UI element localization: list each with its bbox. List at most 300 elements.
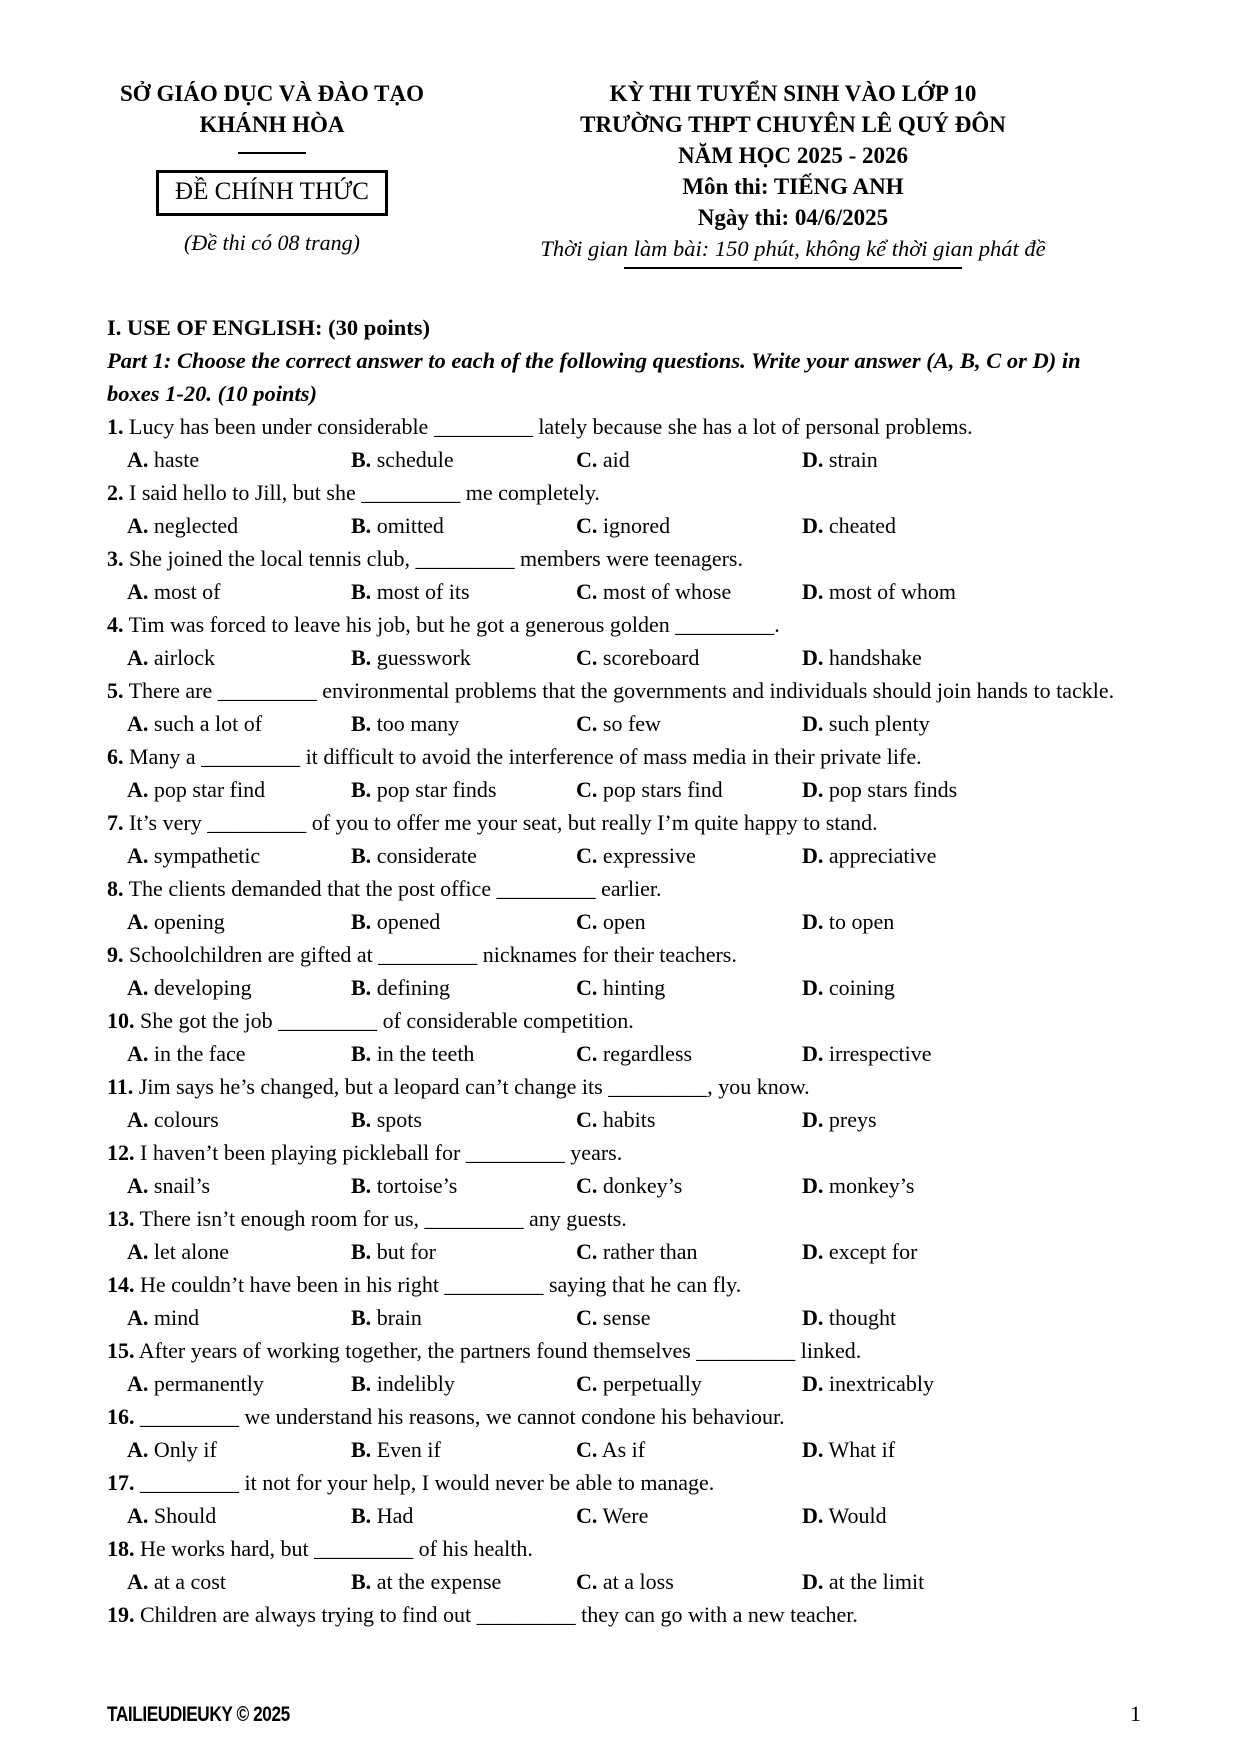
option-c-letter: C. [576,843,598,868]
option-d-text: most of whom [828,579,957,604]
exam-date-line: Ngày thi: 04/6/2025 [697,205,889,230]
option-d-letter: D. [802,579,824,604]
question-item [107,1466,1135,1532]
option-c-letter: C. [576,1503,598,1528]
option-b-letter: B. [351,1305,372,1330]
option-c-letter: C. [576,975,598,1000]
question-item [107,1334,1135,1400]
option-b-text: but for [376,1239,436,1264]
option-b [351,1235,576,1268]
option-d-letter: D. [802,975,824,1000]
page-header [107,78,1135,269]
option-c [576,1565,802,1598]
option-b-letter: B. [351,513,372,538]
option-a-letter: A. [127,1437,149,1462]
question-number: 5. [107,678,124,703]
question-number: 14. [107,1272,135,1297]
option-b-letter: B. [351,1173,372,1198]
option-a [127,509,351,542]
option-a-text: neglected [153,513,239,538]
question-text: Children are always trying to find out _________ they can go with a new teacher. [140,1602,858,1627]
option-b-text: schedule [376,447,454,472]
option-d [802,1565,1135,1598]
option-b-letter: B. [351,579,372,604]
option-b-letter: B. [351,1041,372,1066]
option-b-text: defining [376,975,451,1000]
option-c-text: at a loss [602,1569,674,1594]
option-c-letter: C. [576,513,598,538]
option-a-letter: A. [127,1371,149,1396]
option-c [576,707,802,740]
option-c-letter: C. [576,1173,598,1198]
option-c-text: ignored [602,513,671,538]
option-c-text: As if [601,1437,646,1462]
option-d-letter: D. [802,843,824,868]
option-a-letter: A. [127,711,149,736]
option-d-text: irrespective [828,1041,932,1066]
option-b [351,509,576,542]
question-text: There isn’t enough room for us, _________ any guests. [139,1206,627,1231]
question-text: Many a _________ it difficult to avoid the interference of mass media in their private life. [129,744,922,769]
option-c-letter: C. [576,447,598,472]
option-a-letter: A. [127,1173,149,1198]
option-a [127,1103,351,1136]
option-a-text: Only if [153,1437,217,1462]
exam-title-line1: KỲ THI TUYỂN SINH VÀO LỚP 10 [609,81,977,106]
option-a-text: developing [153,975,252,1000]
option-a-text: haste [153,447,200,472]
option-c-text: rather than [602,1239,698,1264]
option-c-letter: C. [576,1569,598,1594]
option-c-letter: C. [576,1437,598,1462]
options-row [107,1367,1135,1400]
option-b [351,1037,576,1070]
option-d [802,839,1135,872]
option-d [802,575,1135,608]
option-c-letter: C. [576,1107,598,1132]
option-a-letter: A. [127,645,149,670]
option-b-letter: B. [351,1569,372,1594]
question-number: 6. [107,744,124,769]
options-row [107,707,1135,740]
question-text: Schoolchildren are gifted at _________ nicknames for their teachers. [129,942,737,967]
option-b [351,707,576,740]
question-text: Tim was forced to leave his job, but he got a generous golden _________. [128,612,780,637]
option-d-text: What if [828,1437,896,1462]
question-number: 18. [107,1536,135,1561]
option-a-letter: A. [127,1041,149,1066]
question-number: 3. [107,546,124,571]
option-d-text: cheated [828,513,897,538]
option-a-text: let alone [153,1239,230,1264]
option-b [351,1565,576,1598]
option-a-letter: A. [127,1239,149,1264]
options-row [107,509,1135,542]
options-row [107,905,1135,938]
option-b-text: indelibly [376,1371,455,1396]
option-b-letter: B. [351,909,372,934]
option-a [127,773,351,806]
option-a [127,1169,351,1202]
option-b-text: too many [376,711,460,736]
option-c [576,443,802,476]
question-number: 12. [107,1140,135,1165]
question-number: 8. [107,876,124,901]
option-a-text: airlock [153,645,215,670]
option-d [802,1037,1135,1070]
option-c-letter: C. [576,711,598,736]
question-text: The clients demanded that the post office _________ earlier. [128,876,662,901]
options-row [107,1499,1135,1532]
option-d [802,1433,1135,1466]
school-year-line: NĂM HỌC 2025 - 2026 [678,143,908,168]
option-c-letter: C. [576,579,598,604]
options-row [107,443,1135,476]
question-number: 11. [107,1074,134,1099]
question-text: He couldn’t have been in his right _________ saying that he can fly. [140,1272,742,1297]
option-c [576,905,802,938]
option-c-text: open [602,909,646,934]
option-c-text: most of whose [602,579,732,604]
time-allowance-note: Thời gian làm bài: 150 phút, không kể thời gian phát đề [540,236,1046,261]
exam-title-line2: TRƯỜNG THPT CHUYÊN LÊ QUÝ ĐÔN [580,112,1006,137]
question-item [107,608,1135,674]
option-c [576,1301,802,1334]
option-b-letter: B. [351,1503,372,1528]
option-b-letter: B. [351,711,372,736]
option-c-text: hinting [602,975,666,1000]
page-count-note: (Đề thi có 08 trang) [184,230,360,255]
question-number: 9. [107,942,124,967]
option-d [802,773,1135,806]
option-d-text: inextricably [828,1371,934,1396]
question-text: She joined the local tennis club, _________ members were teenagers. [129,546,743,571]
option-c [576,1169,802,1202]
option-d-letter: D. [802,1041,824,1066]
option-c-text: pop stars find [602,777,723,802]
option-c-text: regardless [602,1041,693,1066]
option-a-letter: A. [127,513,149,538]
option-d-letter: D. [802,1239,824,1264]
option-a [127,1499,351,1532]
option-c-text: habits [602,1107,656,1132]
option-c-text: perpetually [602,1371,702,1396]
option-d-letter: D. [802,645,824,670]
option-d-letter: D. [802,1569,824,1594]
subject-line: Môn thi: TIẾNG ANH [682,174,904,199]
option-d [802,443,1135,476]
option-d-letter: D. [802,711,824,736]
option-b [351,1367,576,1400]
org-name-line2: KHÁNH HÒA [199,112,345,137]
option-a-letter: A. [127,1569,149,1594]
option-a-text: mind [153,1305,200,1330]
option-d [802,1235,1135,1268]
option-b [351,1499,576,1532]
option-a [127,575,351,608]
option-c-letter: C. [576,1239,598,1264]
option-c [576,1367,802,1400]
option-a [127,1037,351,1070]
option-d [802,641,1135,674]
option-a [127,905,351,938]
option-c [576,1103,802,1136]
options-row [107,1235,1135,1268]
question-item [107,1400,1135,1466]
option-b [351,1169,576,1202]
option-d-text: appreciative [828,843,937,868]
question-number: 19. [107,1602,135,1627]
option-b-text: brain [376,1305,422,1330]
options-row [107,773,1135,806]
option-d-text: handshake [828,645,922,670]
option-b-text: in the teeth [376,1041,475,1066]
option-d [802,1301,1135,1334]
question-item [107,410,1135,476]
option-d-letter: D. [802,909,824,934]
option-b-letter: B. [351,1371,372,1396]
question-item [107,806,1135,872]
option-a-text: colours [153,1107,219,1132]
option-d [802,509,1135,542]
option-a [127,1433,351,1466]
option-d-letter: D. [802,447,824,472]
option-d-text: except for [828,1239,918,1264]
part1-instructions: Part 1: Choose the correct answer to each of the following questions. Write your answer (A, B, C or D) in boxes 1-20. (10 points) [107,348,1081,406]
question-text: Jim says he’s changed, but a leopard can’t change its _________, you know. [138,1074,810,1099]
options-row [107,839,1135,872]
option-a-text: sympathetic [153,843,261,868]
option-c [576,509,802,542]
option-d-text: at the limit [828,1569,925,1594]
page-number: 1 [1130,1701,1141,1726]
question-item [107,872,1135,938]
option-d-text: monkey’s [828,1173,915,1198]
option-a-letter: A. [127,1107,149,1132]
option-c-letter: C. [576,1371,598,1396]
questions-list [107,410,1135,1631]
question-item [107,1268,1135,1334]
option-c [576,575,802,608]
option-a [127,1367,351,1400]
option-b-text: considerate [376,843,477,868]
option-c-letter: C. [576,1305,598,1330]
option-b [351,1103,576,1136]
header-left-divider [238,152,306,154]
option-a [127,1235,351,1268]
question-number: 4. [107,612,124,637]
option-a-letter: A. [127,1503,149,1528]
options-row [107,1037,1135,1070]
options-row [107,1301,1135,1334]
option-c [576,1433,802,1466]
option-b-letter: B. [351,843,372,868]
option-d-text: strain [828,447,878,472]
option-a [127,1565,351,1598]
question-number: 13. [107,1206,135,1231]
question-number: 7. [107,810,124,835]
question-item [107,1136,1135,1202]
question-text: I said hello to Jill, but she _________ me completely. [129,480,600,505]
option-d-letter: D. [802,1305,824,1330]
option-d-text: preys [828,1107,877,1132]
option-d-text: coining [828,975,895,1000]
question-item [107,938,1135,1004]
section-title: I. USE OF ENGLISH: (30 points) [107,315,430,340]
option-b-text: at the expense [376,1569,502,1594]
option-b [351,575,576,608]
question-item [107,476,1135,542]
question-text: After years of working together, the partners found themselves _________ linked. [138,1338,862,1363]
option-d-letter: D. [802,777,824,802]
option-d-letter: D. [802,1371,824,1396]
option-c-text: scoreboard [602,645,700,670]
question-text: It’s very _________ of you to offer me your seat, but really I’m quite happy to stand. [129,810,878,835]
option-c-text: so few [602,711,661,736]
page-footer [107,1701,1141,1727]
option-a [127,707,351,740]
org-name-line1: SỞ GIÁO DỤC VÀ ĐÀO TẠO [120,81,424,106]
option-b-letter: B. [351,1107,372,1132]
option-d [802,707,1135,740]
question-item [107,1532,1135,1598]
options-row [107,1169,1135,1202]
option-b-text: guesswork [376,645,471,670]
option-a-text: Should [153,1503,217,1528]
option-d-letter: D. [802,1437,824,1462]
official-exam-badge: ĐỀ CHÍNH THỨC [156,170,388,216]
option-d-text: to open [828,909,895,934]
question-number: 16. [107,1404,135,1429]
question-number: 15. [107,1338,135,1363]
option-b-text: pop star finds [376,777,497,802]
option-b [351,905,576,938]
option-c-text: sense [602,1305,651,1330]
option-d-letter: D. [802,1503,824,1528]
header-right-block [437,78,1135,269]
option-d [802,1103,1135,1136]
option-d [802,971,1135,1004]
option-d-letter: D. [802,513,824,538]
option-a-letter: A. [127,777,149,802]
option-b [351,773,576,806]
option-a [127,839,351,872]
question-text: _________ we understand his reasons, we cannot condone his behaviour. [140,1404,785,1429]
question-item [107,1202,1135,1268]
option-b [351,839,576,872]
option-c [576,1499,802,1532]
question-number: 10. [107,1008,135,1033]
option-d [802,1499,1135,1532]
option-a-text: snail’s [153,1173,211,1198]
option-d-text: Would [828,1503,887,1528]
question-item [107,1004,1135,1070]
option-b [351,641,576,674]
option-d [802,1367,1135,1400]
option-b-letter: B. [351,1437,372,1462]
option-a-text: at a cost [153,1569,226,1594]
option-c-text: aid [602,447,630,472]
option-c-text: Were [602,1503,649,1528]
header-right-divider [624,267,962,269]
option-b-text: opened [376,909,441,934]
option-c [576,971,802,1004]
option-c-letter: C. [576,645,598,670]
option-a [127,443,351,476]
question-text: There are _________ environmental problems that the governments and individuals should join hands to tackle. [128,678,1115,703]
option-c-letter: C. [576,777,598,802]
option-b-letter: B. [351,975,372,1000]
question-item [107,1598,1135,1631]
option-a [127,971,351,1004]
option-a-text: such a lot of [153,711,263,736]
option-a-text: pop star find [153,777,266,802]
option-d-letter: D. [802,1107,824,1132]
option-b-text: omitted [376,513,444,538]
option-d-letter: D. [802,1173,824,1198]
option-a-text: opening [153,909,225,934]
option-b-text: Had [376,1503,414,1528]
option-b [351,1301,576,1334]
question-number: 17. [107,1470,135,1495]
option-c [576,1037,802,1070]
option-a-letter: A. [127,447,149,472]
option-a [127,1301,351,1334]
option-c [576,1235,802,1268]
option-c-letter: C. [576,1041,598,1066]
option-b-letter: B. [351,1239,372,1264]
option-a-letter: A. [127,579,149,604]
option-c-text: donkey’s [602,1173,683,1198]
question-text: He works hard, but _________ of his health. [140,1536,533,1561]
option-a-text: most of [153,579,221,604]
option-b-text: tortoise’s [376,1173,458,1198]
option-c-letter: C. [576,909,598,934]
question-item [107,740,1135,806]
option-a [127,641,351,674]
option-a-letter: A. [127,1305,149,1330]
option-b-text: spots [376,1107,422,1132]
option-b [351,1433,576,1466]
options-row [107,575,1135,608]
option-b [351,971,576,1004]
question-text: I haven’t been playing pickleball for _________ years. [140,1140,623,1165]
option-b-text: Even if [376,1437,441,1462]
option-b-letter: B. [351,447,372,472]
option-b [351,443,576,476]
option-d-text: such plenty [828,711,930,736]
option-c [576,839,802,872]
option-c [576,641,802,674]
option-a-text: permanently [153,1371,264,1396]
option-c-text: expressive [602,843,696,868]
question-item [107,542,1135,608]
option-d [802,1169,1135,1202]
option-a-letter: A. [127,975,149,1000]
options-row [107,641,1135,674]
options-row [107,1565,1135,1598]
options-row [107,971,1135,1004]
question-item [107,674,1135,740]
question-number: 2. [107,480,124,505]
header-left-block [107,78,437,256]
option-c [576,773,802,806]
option-b-text: most of its [376,579,470,604]
question-number: 1. [107,414,124,439]
option-b-letter: B. [351,645,372,670]
question-text: Lucy has been under considerable _________ lately because she has a lot of personal problems. [129,414,973,439]
question-item [107,1070,1135,1136]
